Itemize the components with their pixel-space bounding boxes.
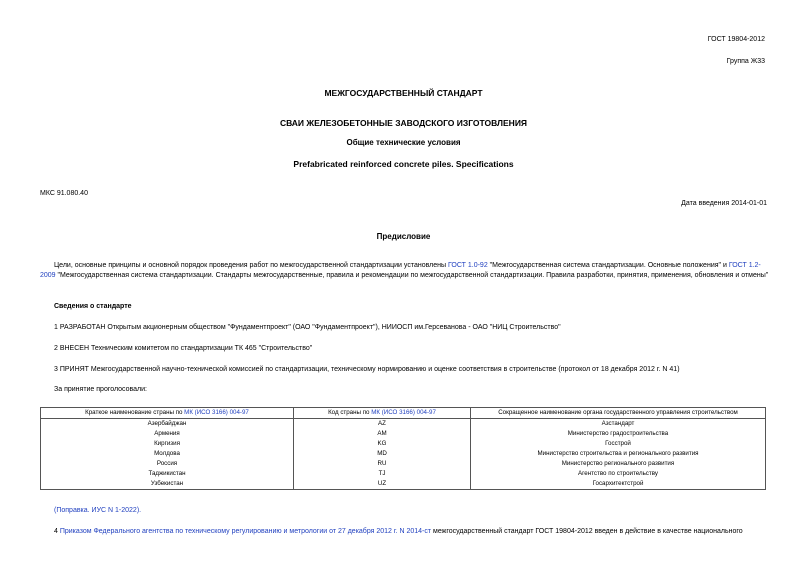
foreword-heading: Предисловие bbox=[376, 232, 431, 241]
standard-info-heading: Сведения о стандарте bbox=[54, 303, 132, 310]
cell-code: RU bbox=[294, 459, 471, 469]
cell-code: KG bbox=[294, 439, 471, 449]
table-row bbox=[41, 469, 766, 479]
paragraph-text: "Межгосударственная система стандартизации. Основные положения" и bbox=[487, 262, 729, 269]
standard-kind: МЕЖГОСУДАРСТВЕННЫЙ СТАНДАРТ bbox=[324, 88, 483, 98]
gost-1-0-92-link[interactable]: ГОСТ 1.0-92 bbox=[447, 262, 488, 269]
cell-country: Таджикистан bbox=[41, 469, 294, 479]
cell-body: Агентство по строительству bbox=[471, 469, 766, 479]
voted-label: За принятие проголосовали: bbox=[54, 386, 147, 393]
table-row bbox=[41, 419, 766, 430]
cell-body: Госстрой bbox=[471, 439, 766, 449]
introduction-date: Дата введения 2014-01-01 bbox=[681, 200, 767, 207]
document-number: ГОСТ 19804-2012 bbox=[707, 36, 765, 43]
cell-code: MD bbox=[294, 449, 471, 459]
gost-1-2-2009-link[interactable]: ГОСТ 1.2-2009 bbox=[40, 262, 761, 279]
cell-country: Узбекистан bbox=[41, 479, 294, 490]
table-row bbox=[41, 479, 766, 490]
table-row bbox=[41, 439, 766, 449]
header-body: Сокращенное наименование органа государственного управления строительством bbox=[471, 408, 766, 419]
item-number: 4 bbox=[54, 528, 60, 535]
mk-iso-3166-link[interactable]: МК (ИСО 3166) 004-97 bbox=[184, 409, 249, 416]
foreword-paragraph bbox=[40, 261, 770, 281]
classification-group: Группа Ж33 bbox=[726, 58, 765, 65]
mks-code: МКС 91.080.40 bbox=[40, 190, 88, 197]
standard-title: СВАИ ЖЕЛЕЗОБЕТОННЫЕ ЗАВОДСКОГО ИЗГОТОВЛЕНИЯ bbox=[279, 118, 528, 128]
cell-country: Азербайджан bbox=[41, 419, 294, 430]
cell-body: Министерство строительства и регионального развития bbox=[471, 449, 766, 459]
cell-country: Киргизия bbox=[41, 439, 294, 449]
mk-iso-3166-link[interactable]: МК (ИСО 3166) 004-97 bbox=[371, 409, 436, 416]
cell-country: Молдова bbox=[41, 449, 294, 459]
item-developed: 1 РАЗРАБОТАН Открытым акционерным обществом "Фундаментпроект" (ОАО "Фундаментпроект"), НИИОСП им.Герсеванова - ОАО "НИЦ Строительство" bbox=[54, 324, 561, 331]
table-row bbox=[41, 459, 766, 469]
cell-code: TJ bbox=[294, 469, 471, 479]
cell-body: Министерство регионального развития bbox=[471, 459, 766, 469]
table-header-row bbox=[41, 408, 766, 419]
paragraph-text: "Межгосударственная система стандартизации. Стандарты межгосударственные, правила и рекомендации по межгосударственной стандартизации. Правила разработки, принятия, применения, обновления и отмены" bbox=[55, 272, 769, 279]
cell-body: Госархитектстрой bbox=[471, 479, 766, 490]
cell-code: AM bbox=[294, 429, 471, 439]
paragraph-text: Цели, основные принципы и основной порядок проведения работ по межгосударственной стандартизации установлены bbox=[54, 262, 448, 269]
header-text: Краткое наименование страны по bbox=[85, 409, 185, 416]
cell-body: Азстандарт bbox=[471, 419, 766, 430]
item-enacted bbox=[54, 528, 743, 535]
standard-subtitle: Общие технические условия bbox=[346, 138, 461, 147]
item-introduced: 2 ВНЕСЕН Техническим комитетом по стандартизации ТК 465 "Строительство" bbox=[54, 345, 313, 352]
table-row bbox=[41, 449, 766, 459]
cell-body: Министерство градостроительства bbox=[471, 429, 766, 439]
header-country bbox=[41, 408, 294, 419]
cell-country: Россия bbox=[41, 459, 294, 469]
english-title: Prefabricated reinforced concrete piles. Specifications bbox=[293, 159, 514, 169]
rosstandart-order-link[interactable]: Приказом Федерального агентства по техническому регулированию и метрологии от 27 декабря 2012 г. N 2014-ст bbox=[59, 528, 432, 535]
table-row bbox=[41, 429, 766, 439]
item-text: межгосударственный стандарт ГОСТ 19804-2012 введен в действие в качестве национального bbox=[431, 528, 743, 535]
item-adopted: 3 ПРИНЯТ Межгосударственной научно-технической комиссией по стандартизации, техническому нормированию и оценке соответствия в строительстве (протокол от 18 декабря 2012 г. N 41) bbox=[54, 366, 680, 373]
amendment-link[interactable]: (Поправка. ИУС N 1-2022). bbox=[54, 507, 142, 514]
cell-country: Армения bbox=[41, 429, 294, 439]
voting-table bbox=[40, 407, 766, 490]
cell-code: AZ bbox=[294, 419, 471, 430]
header-code bbox=[294, 408, 471, 419]
cell-code: UZ bbox=[294, 479, 471, 490]
header-text: Код страны по bbox=[328, 409, 372, 416]
